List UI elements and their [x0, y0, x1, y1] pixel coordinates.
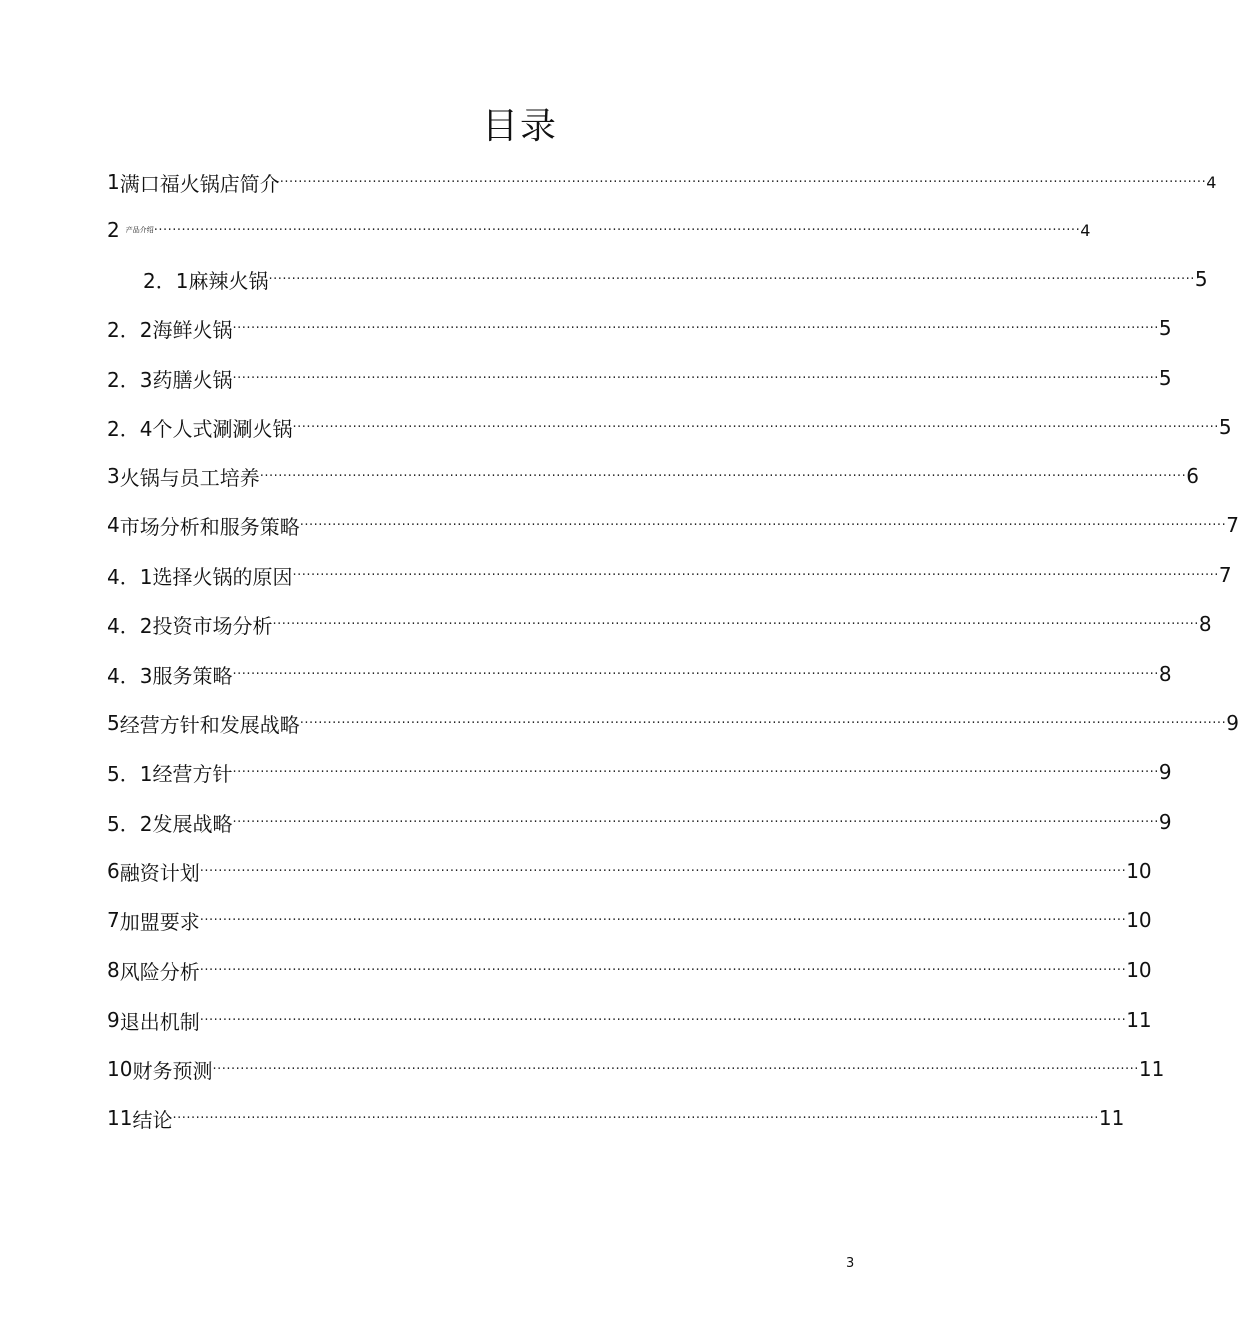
toc-entry-label: 药膳火锅 [152, 367, 233, 392]
toc-entry-page: 10 [1126, 958, 1152, 982]
toc-leader-dots: ········································································································································································································ [279, 174, 1207, 190]
toc-entry[interactable] [107, 1103, 1125, 1133]
toc-entry-page: 8 [1158, 662, 1172, 686]
toc-entry[interactable] [107, 560, 1232, 590]
toc-entry-number: 2．1 [143, 268, 189, 293]
toc-entry-label: 服务策略 [152, 663, 233, 688]
toc-entry[interactable] [107, 1005, 1152, 1035]
toc-entry-number: 4．2 [107, 613, 153, 638]
toc-entry-page: 6 [1186, 464, 1199, 488]
toc-entry-label: 财务预测 [132, 1058, 213, 1083]
toc-entry-label: 海鲜火锅 [152, 317, 233, 342]
toc-entry-page: 5 [1158, 366, 1172, 390]
toc-entry[interactable] [107, 363, 1172, 393]
toc-entry-number: 11 [107, 1106, 133, 1130]
toc-entry-number: 5．1 [107, 761, 153, 786]
toc-leader-dots: ········································································································································································································ [299, 715, 1227, 731]
toc-entry-page: 5 [1158, 316, 1172, 340]
toc-entry[interactable] [107, 167, 1217, 197]
toc-entry-number: 9 [107, 1008, 120, 1032]
toc-entry-label: 结论 [132, 1107, 173, 1132]
toc-leader-dots: ········································································································································································································ [232, 764, 1159, 780]
toc-leader-dots: ········································································································································································································ [199, 863, 1127, 879]
toc-leader-dots: ········································································································································································································ [268, 271, 1195, 287]
toc-entry-number: 6 [107, 859, 120, 883]
toc-entry[interactable] [107, 708, 1239, 738]
toc-entry-label: 发展战略 [152, 811, 233, 836]
toc-entry-label: 融资计划 [119, 860, 200, 885]
toc-entry-label: 加盟要求 [119, 909, 200, 934]
toc-leader-dots: ········································································································································································································ [232, 666, 1159, 682]
toc-entry-number: 2．2 [107, 317, 153, 342]
toc-entry[interactable] [107, 955, 1152, 985]
toc-entry-page: 11 [1098, 1106, 1125, 1130]
toc-entry[interactable] [107, 510, 1239, 540]
page-number: 3 [846, 1256, 855, 1271]
toc-entry[interactable] [107, 905, 1152, 935]
toc-entry-page: 5 [1194, 267, 1208, 291]
toc-entry-label: 风险分析 [119, 959, 200, 984]
toc-leader-dots: ········································································································································································································ [299, 517, 1227, 533]
toc-title: 目录 [481, 106, 558, 147]
toc-entry-label: 产品介绍 [125, 226, 154, 234]
toc-leader-dots: ········································································································································································································ [199, 912, 1127, 928]
toc-entry[interactable] [107, 1054, 1165, 1084]
toc-entry-label: 火锅与员工培养 [119, 465, 260, 490]
toc-entry-label: 经营方针 [152, 761, 233, 786]
toc-entry-page: 9 [1226, 711, 1239, 735]
toc-leader-dots: ········································································································································································································ [272, 616, 1199, 632]
toc-entry-label: 麻辣火锅 [188, 268, 269, 293]
toc-entry-label: 退出机制 [119, 1009, 200, 1034]
toc-entry-label: 个人式涮涮火锅 [152, 416, 293, 441]
toc-entry-number: 8 [107, 958, 120, 982]
toc-leader-dots: ········································································································································································································ [259, 468, 1187, 484]
toc-entry-number: 5 [107, 711, 120, 735]
toc-entry[interactable] [143, 264, 1208, 294]
toc-entry-label: 选择火锅的原因 [152, 564, 293, 589]
toc-entry[interactable] [107, 313, 1172, 343]
toc-entry[interactable] [107, 215, 1091, 245]
toc-entry-page: 7 [1226, 513, 1239, 537]
toc-entry-page: 8 [1198, 612, 1212, 636]
toc-entry-label: 市场分析和服务策略 [119, 514, 300, 539]
toc-entry-number: 4 [107, 513, 120, 537]
toc-entry-number: 7 [107, 908, 120, 932]
toc-entry-page: 7 [1218, 563, 1232, 587]
toc-entry-page: 4 [1080, 220, 1091, 240]
toc-entry[interactable] [107, 757, 1172, 787]
toc-entry[interactable] [107, 807, 1172, 837]
toc-entry-number: 2．3 [107, 367, 153, 392]
toc-entry-label: 经营方针和发展战略 [119, 712, 300, 737]
toc-leader-dots: ········································································································································································································ [232, 370, 1159, 386]
toc-leader-dots: ········································································································································································································ [172, 1110, 1099, 1126]
toc-entry-number: 4．3 [107, 663, 153, 688]
toc-leader-dots: ········································································································································································································ [292, 567, 1219, 583]
toc-leader-dots: ········································································································································································································ [232, 814, 1159, 830]
toc-leader-dots: ········································································································································································································ [199, 962, 1127, 978]
toc-entry[interactable] [107, 659, 1172, 689]
toc-leader-dots: ········································································································································································································ [153, 222, 1081, 238]
toc-leader-dots: ········································································································································································································ [292, 419, 1219, 435]
toc-entry-number: 2．4 [107, 416, 153, 441]
toc-entry-number: 1 [107, 170, 120, 194]
toc-leader-dots: ········································································································································································································ [199, 1012, 1127, 1028]
toc-entry[interactable] [107, 609, 1212, 639]
toc-entry-label: 满口福火锅店简介 [119, 171, 280, 196]
toc-entry-page: 4 [1206, 172, 1217, 192]
toc-entry-number: 10 [107, 1057, 133, 1081]
toc-entry-page: 10 [1126, 859, 1152, 883]
toc-entry-page: 11 [1126, 1008, 1152, 1032]
toc-entry[interactable] [107, 461, 1199, 491]
toc-entry-page: 9 [1158, 810, 1172, 834]
toc-entry-number: 3 [107, 464, 120, 488]
toc-leader-dots: ········································································································································································································ [232, 320, 1159, 336]
toc-entry-page: 9 [1158, 760, 1172, 784]
toc-entry[interactable] [107, 856, 1152, 886]
toc-leader-dots: ········································································································································································································ [212, 1061, 1139, 1077]
toc-entry[interactable] [107, 412, 1232, 442]
toc-entry-page: 11 [1138, 1057, 1165, 1081]
toc-entry-number: 4．1 [107, 564, 153, 589]
toc-entry-number: 2 [107, 218, 120, 242]
toc-entry-page: 10 [1126, 908, 1152, 932]
toc-entry-number: 5．2 [107, 811, 153, 836]
toc-entry-label: 投资市场分析 [152, 613, 273, 638]
toc-entry-page: 5 [1218, 415, 1232, 439]
